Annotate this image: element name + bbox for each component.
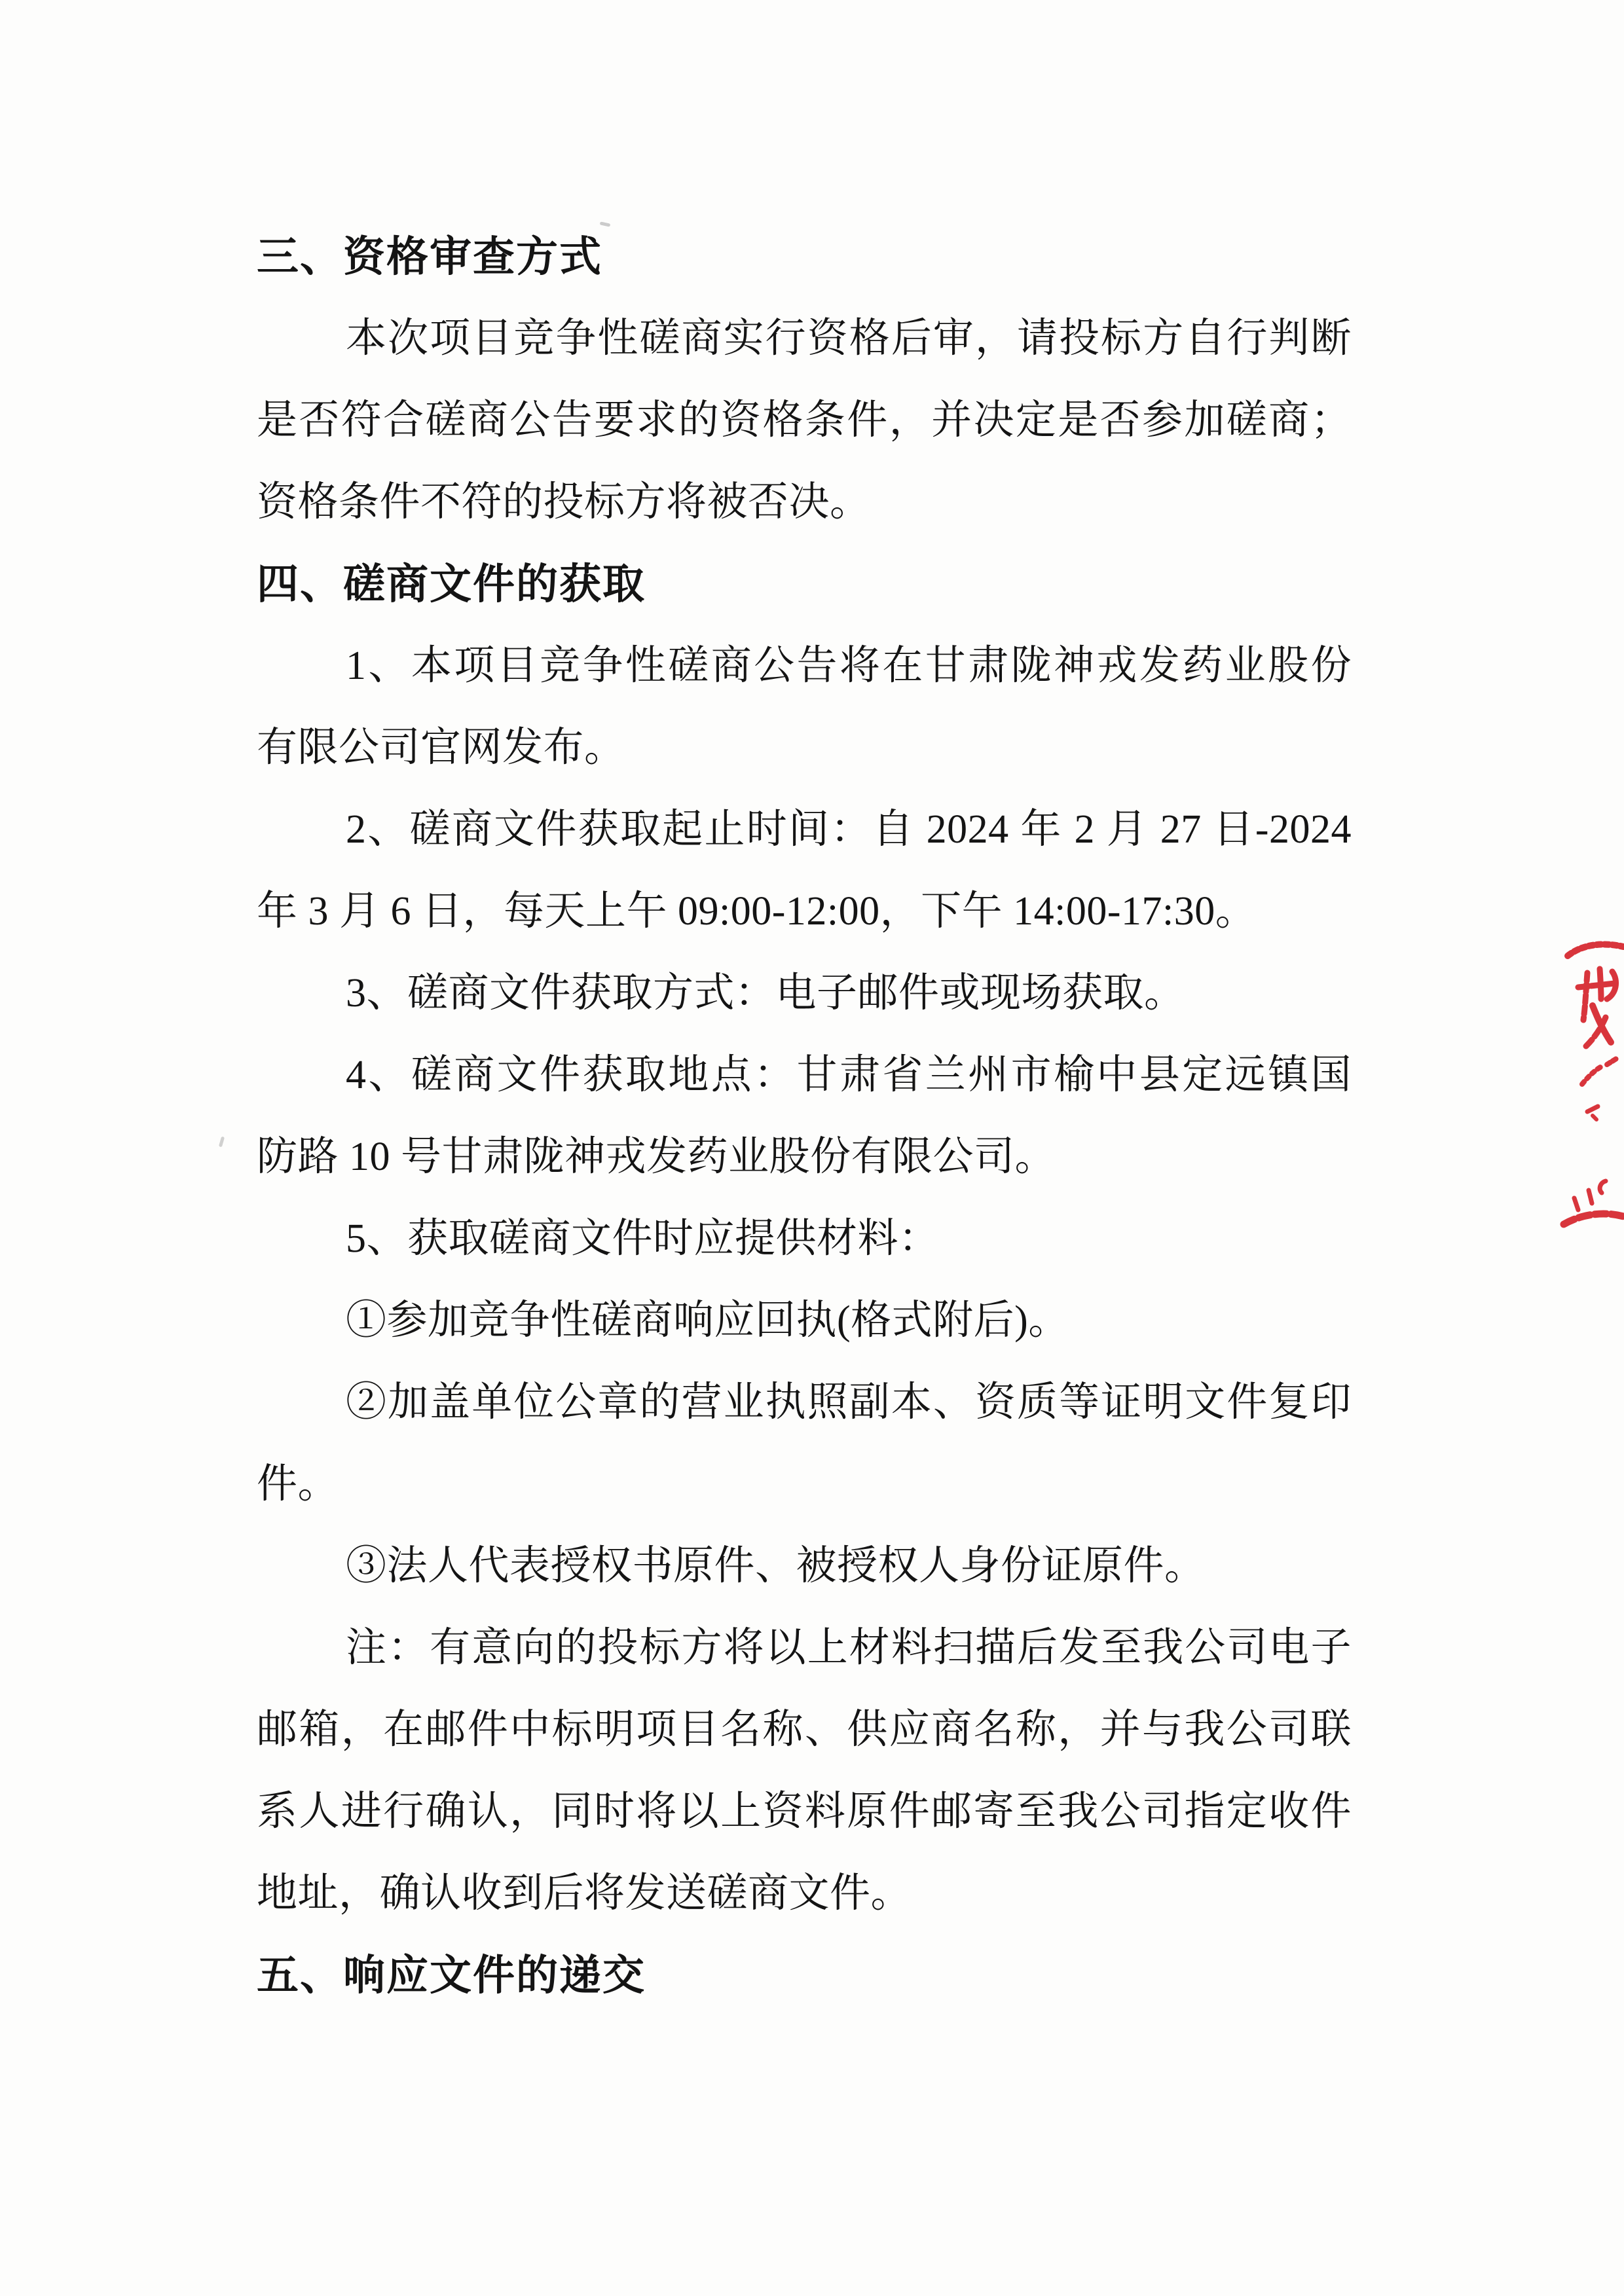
paragraph-line: 本次项目竞争性磋商实行资格后审，请投标方自行判断 bbox=[346, 316, 1352, 361]
paragraph-line: 资格条件不符的投标方将被否决。 bbox=[257, 480, 871, 524]
paragraph-line: 年 3 月 6 日，每天上午 09:00-12:00，下午 14:00-17:30。 bbox=[257, 889, 1257, 934]
paragraph-line: 是否符合磋商公告要求的资格条件，并决定是否参加磋商； bbox=[257, 398, 1352, 443]
note-line: 系人进行确认，同时将以上资料原件邮寄至我公司指定收件 bbox=[257, 1789, 1352, 1834]
scan-speck bbox=[219, 1137, 225, 1148]
red-seal-fragment bbox=[1553, 920, 1624, 1240]
list-item-circled-1: ①参加竞争性磋商响应回执(格式附后)。 bbox=[346, 1298, 1069, 1343]
section-heading-qualification-review: 三、资格审查方式 bbox=[257, 233, 602, 280]
paragraph-line: 防路 10 号甘肃陇神戎发药业股份有限公司。 bbox=[257, 1135, 1056, 1179]
list-item-circled-2: ②加盖单位公章的营业执照副本、资质等证明文件复印 bbox=[346, 1380, 1352, 1425]
document-body bbox=[257, 216, 1352, 2016]
paragraph-line: 1、本项目竞争性磋商公告将在甘肃陇神戎发药业股份 bbox=[346, 644, 1352, 688]
note-line: 地址，确认收到后将发送磋商文件。 bbox=[257, 1871, 912, 1916]
paragraph-line: 件。 bbox=[257, 1462, 339, 1506]
list-item-circled-3: ③法人代表授权书原件、被授权人身份证原件。 bbox=[346, 1544, 1206, 1588]
section-heading-document-acquisition: 四、磋商文件的获取 bbox=[257, 560, 646, 608]
note-line: 邮箱，在邮件中标明项目名称、供应商名称，并与我公司联 bbox=[257, 1707, 1352, 1752]
paragraph-line: 5、获取磋商文件时应提供材料： bbox=[346, 1216, 940, 1261]
paragraph-line: 有限公司官网发布。 bbox=[257, 725, 625, 770]
paragraph-line: 4、磋商文件获取地点：甘肃省兰州市榆中县定远镇国 bbox=[346, 1053, 1352, 1097]
paragraph-line: 2、磋商文件获取起止时间：自 2024 年 2 月 27 日-2024 bbox=[346, 807, 1352, 852]
section-heading-response-submission: 五、响应文件的递交 bbox=[257, 1952, 646, 1999]
note-line: 注：有意向的投标方将以上材料扫描后发至我公司电子 bbox=[346, 1626, 1352, 1670]
paragraph-line: 3、磋商文件获取方式：电子邮件或现场获取。 bbox=[346, 971, 1185, 1015]
